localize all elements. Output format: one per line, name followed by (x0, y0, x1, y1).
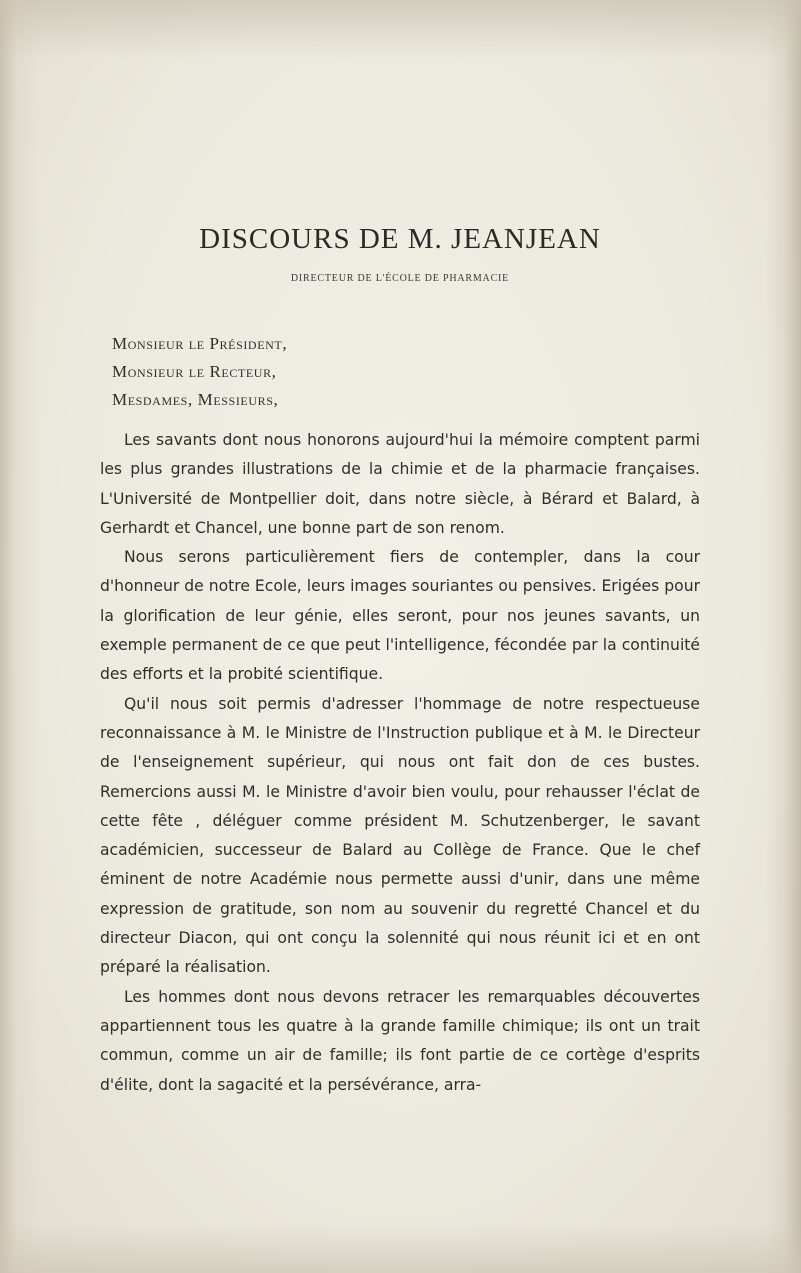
salutation-line: Monsieur le Président, (112, 334, 288, 353)
paragraph: Qu'il nous soit permis d'adresser l'hommage de notre respectueuse reconnaissance à M. le Ministre de l'Instruction publique et à M. le Directeur de l'enseignement supérieur, qui nous ont fait don de ces bustes. Remercions aussi M. le Ministre d'avoir bien voulu, pour rehausser l'éclat de cette fête , déléguer comme président M. Schutzenberger, le savant académicien, successeur de Balard au Collège de France. Que le chef éminent de notre Académie nous permette aussi d'unir, dans une même expression de gratitude, son nom au souvenir du regretté Chancel et du directeur Diacon, qui ont conçu la solennité qui nous réunit ici et en ont préparé la réalisation. (100, 694, 700, 977)
paragraph: Nous serons particulièrement fiers de contempler, dans la cour d'honneur de notre Ecole, leurs images souriantes ou pensives. Erigées pour la glorification de leur génie, elles seront, pour nos jeunes savants, un exemple permanent de ce que peut l'intelligence, fécondée par la continuité des efforts et la probité scientifique. (100, 548, 700, 684)
page-edge-top (0, 0, 801, 60)
page-edge-bottom (0, 1223, 801, 1273)
document-subtitle: DIRECTEUR DE L'ÉCOLE DE PHARMACIE (290, 273, 510, 284)
document-content (100, 222, 700, 1100)
paragraph: Les hommes dont nous devons retracer les remarquables découvertes appartiennent tous les quatre à la grande famille chimique; ils ont un trait commun, comme un air de famille; ils font partie de ce cortège d'esprits d'élite, dont la sagacité et la persévérance, arra- (100, 987, 700, 1094)
salutation-line: Mesdames, Messieurs, (112, 390, 279, 409)
salutation-line: Monsieur le Recteur, (112, 362, 277, 381)
document-title: DISCOURS DE M. JEANJEAN (199, 223, 601, 255)
paragraph: Les savants dont nous honorons aujourd'hui la mémoire comptent parmi les plus grandes illustrations de la chimie et de la pharmacie françaises. L'Université de Montpellier doit, dans notre siècle, à Bérard et Balard, à Gerhardt et Chancel, une bonne part de son renom. (100, 431, 700, 537)
page-edge-left (0, 0, 40, 1273)
body-text (100, 426, 700, 1100)
page-edge-right (765, 0, 801, 1273)
salutations (112, 330, 700, 414)
